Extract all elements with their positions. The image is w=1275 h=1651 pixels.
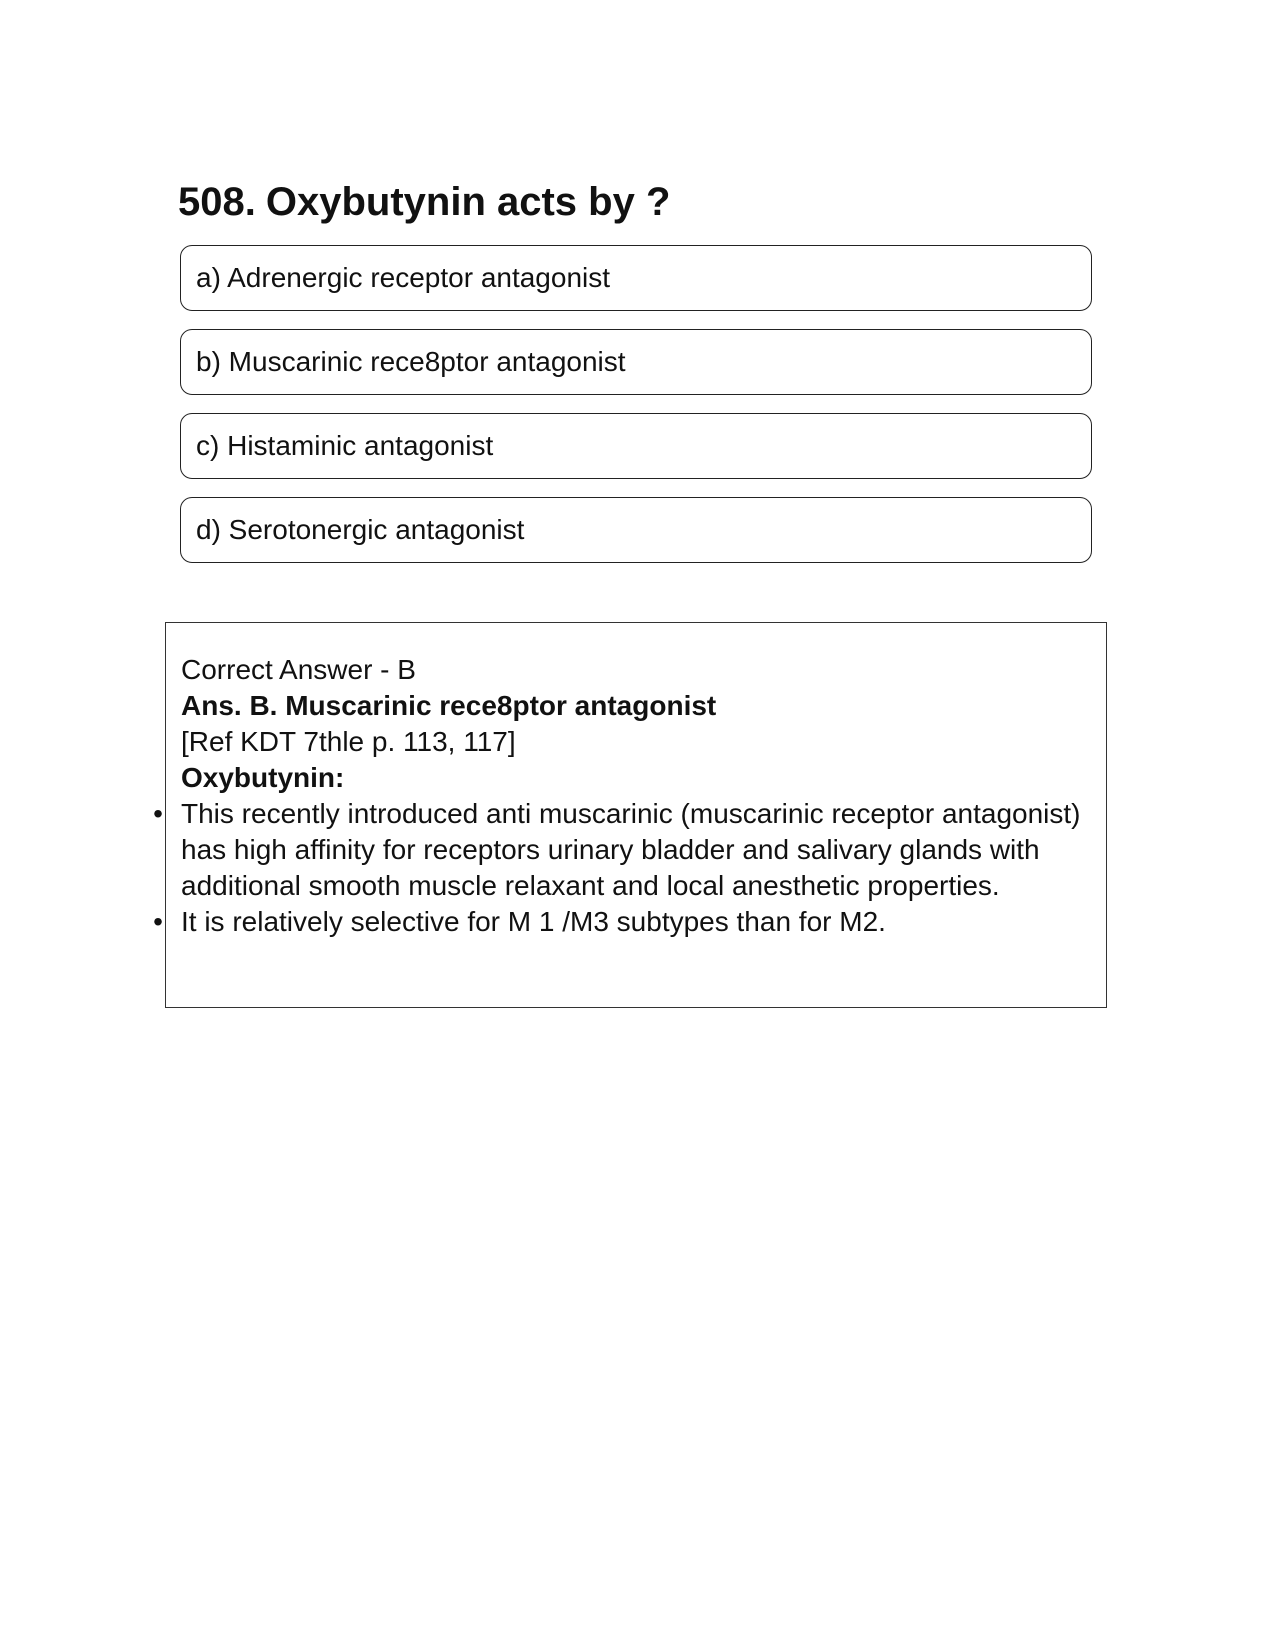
bullet-icon: •	[153, 906, 163, 937]
question-number: 508.	[178, 180, 256, 224]
list-item	[153, 904, 1081, 940]
list-item	[153, 796, 1081, 904]
answer-title: Ans. B. Muscarinic rece8ptor antagonist	[181, 690, 717, 721]
bullet-icon: •	[153, 798, 163, 829]
answer-explanation	[153, 652, 1081, 940]
question-title	[178, 176, 670, 228]
option-a[interactable]: a) Adrenergic receptor antagonist	[180, 245, 1092, 311]
bullet-text: This recently introduced anti muscarinic (muscarinic receptor antagonist) has high affinity for receptors urinary bladder and salivary glands with additional smooth muscle relaxant and local anesthetic properties.	[181, 798, 1081, 901]
reference-line: [Ref KDT 7thle p. 113, 117]	[181, 726, 516, 757]
explanation-bullets	[153, 796, 1081, 940]
bullet-text: It is relatively selective for M 1 /M3 subtypes than for M2.	[181, 906, 886, 937]
correct-answer-line: Correct Answer - B	[181, 654, 416, 685]
question-text: Oxybutynin acts by ?	[265, 180, 671, 224]
option-b[interactable]: b) Muscarinic rece8ptor antagonist	[180, 329, 1092, 395]
drug-heading: Oxybutynin:	[181, 762, 345, 793]
option-c[interactable]: c) Histaminic antagonist	[180, 413, 1092, 479]
option-d[interactable]: d) Serotonergic antagonist	[180, 497, 1092, 563]
